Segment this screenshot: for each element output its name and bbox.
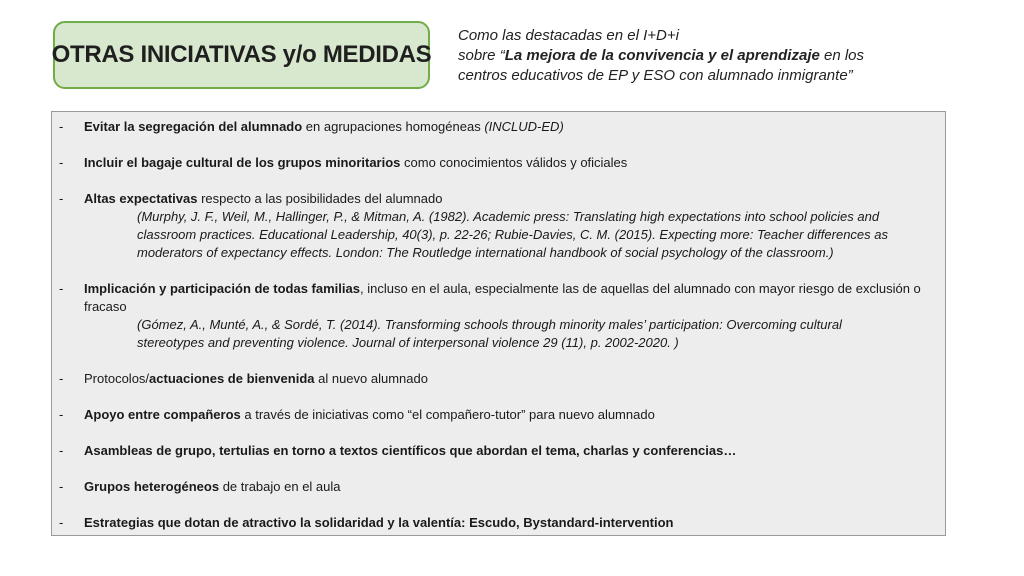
reference-block — [59, 208, 935, 262]
item-bold: Apoyo entre compañeros — [84, 407, 241, 422]
item-bold: Incluir el bagaje cultural de los grupos minoritarios — [84, 155, 401, 170]
slide-title: OTRAS INICIATIVAS y/o MEDIDAS — [51, 41, 432, 68]
reference-line: (Murphy, J. F., Weil, M., Hallinger, P., & Mitman, A. (1982). Academic press: Translating high expectations into school policies and — [137, 209, 880, 224]
list-dash: - — [59, 443, 64, 458]
list-item — [59, 406, 935, 424]
item-bold: Estrategias que dotan de atractivo la solidaridad y la valentía: Escudo, Bystandard-intervention — [84, 515, 674, 530]
item-text: respecto a las posibilidades del alumnado — [197, 191, 443, 206]
header-note-line2-pre: sobre “ — [458, 47, 505, 64]
list-item — [59, 370, 935, 388]
list-item — [59, 280, 935, 316]
item-text: en agrupaciones homogéneas — [302, 119, 485, 134]
item-text: a través de iniciativas como “el compañero-tutor” para nuevo alumnado — [240, 407, 655, 422]
header-note-line2 — [458, 46, 898, 66]
list-dash: - — [59, 371, 64, 386]
list-item — [59, 154, 935, 172]
item-bold: Implicación y participación de todas familias — [84, 281, 360, 296]
item-text: de trabajo en el aula — [219, 479, 341, 494]
list-dash: - — [59, 191, 64, 206]
item-bold: Evitar la segregación del alumnado — [84, 119, 303, 134]
list-dash: - — [59, 281, 64, 296]
list-dash: - — [59, 479, 64, 494]
item-bold: Grupos heterogéneos — [84, 479, 220, 494]
item-text: como conocimientos válidos y oficiales — [400, 155, 628, 170]
reference-line: stereotypes and preventing violence. Journal of interpersonal violence 29 (11), p. 2002-2020. ) — [137, 335, 679, 350]
list-item — [59, 190, 935, 208]
item-italic: (INCLUD-ED) — [484, 119, 564, 134]
list-item — [59, 514, 935, 532]
list-dash: - — [59, 515, 64, 530]
item-text: , incluso en el aula, especialmente las de aquellas del alumnado con mayor riesgo de exclusión o fracaso — [84, 281, 921, 314]
header-note — [458, 26, 898, 86]
header-note-line1: Como las destacadas en el I+D+i — [458, 27, 679, 44]
header-note-line2-post: en los — [819, 47, 865, 64]
item-pre: Protocolos/ — [84, 371, 150, 386]
list-dash: - — [59, 155, 64, 170]
title-box — [53, 21, 430, 89]
content-box — [51, 111, 946, 536]
item-bold: actuaciones de bienvenida — [149, 371, 315, 386]
item-bold: Altas expectativas — [84, 191, 198, 206]
list-item — [59, 118, 935, 136]
reference-line: classroom practices. Educational Leadership, 40(3), p. 22-26; Rubie-Davies, C. M. (2015). Expecting more: Teacher differences as — [137, 227, 888, 242]
item-text: al nuevo alumnado — [314, 371, 428, 386]
item-bold: Asambleas de grupo, tertulias en torno a textos científicos que abordan el tema, charlas y conferencias… — [84, 443, 737, 458]
list-dash: - — [59, 407, 64, 422]
header-note-line2-bold: La mejora de la convivencia y el aprendizaje — [504, 47, 820, 64]
reference-line: (Gómez, A., Munté, A., & Sordé, T. (2014). Transforming schools through minority males’ participation: Overcoming cultural — [137, 317, 842, 332]
list-item — [59, 442, 935, 460]
header-note-line3: centros educativos de EP y ESO con alumnado inmigrante” — [458, 67, 853, 84]
list-dash: - — [59, 119, 64, 134]
list-item — [59, 478, 935, 496]
reference-block — [59, 316, 935, 352]
reference-line: moderators of expectancy effects. London: The Routledge international handbook of social psychology of the classroom.) — [137, 245, 834, 260]
